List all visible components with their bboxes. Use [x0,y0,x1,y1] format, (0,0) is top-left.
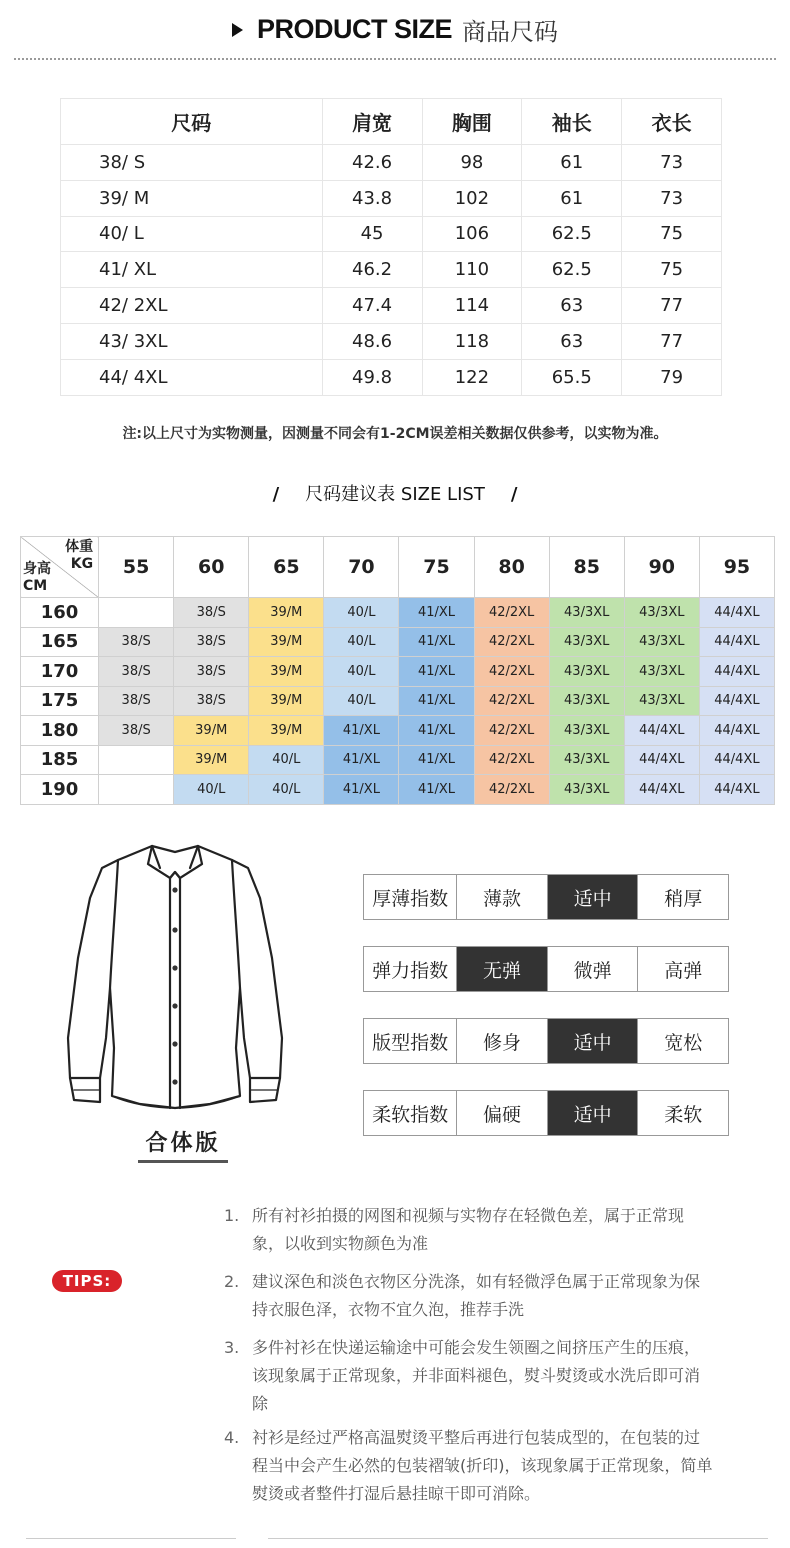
size-suggestion-cell: 42/2XL [474,775,549,805]
size-suggestion-cell: 43/3XL [549,598,624,628]
table-row [21,657,775,687]
size-table-cell: 77 [622,288,722,324]
index-label: 厚薄指数 [364,875,457,919]
size-suggestion-cell: 39/M [249,657,324,687]
size-table-header: 尺码 [61,99,323,145]
size-suggestion-cell: 42/2XL [474,745,549,775]
weight-header: 80 [474,537,549,598]
tip-number: 3. [224,1338,240,1357]
table-row [61,252,722,288]
index-option: 柔软 [664,1103,703,1126]
table-row [61,216,722,252]
tip-number: 2. [224,1272,240,1291]
table-row [21,598,775,628]
size-table-cell: 38/ S [61,145,323,181]
tip-text: 所有衬衫拍摄的网图和视频与实物存在轻微色差，属于正常现象，以收到实物颜色为准 [252,1206,685,1253]
table-corner [21,537,99,598]
height-cell: 190 [21,775,99,805]
size-suggestion-cell: 41/XL [324,745,399,775]
size-suggestion-cell: 41/XL [324,775,399,805]
fit-label: 合体版 [145,1131,221,1156]
size-table-cell: 43/ 3XL [61,323,323,359]
size-table-cell: 65.5 [522,359,622,395]
size-suggestion-cell: 42/2XL [474,716,549,746]
table-row [21,686,775,716]
size-suggestion-cell: 39/M [174,716,249,746]
fit-underline [138,1160,228,1163]
size-suggestion-cell: 38/S [174,657,249,687]
size-suggestion-cell: 43/3XL [549,775,624,805]
size-suggestion-cell: 43/3XL [549,686,624,716]
size-suggestion-cell: 43/3XL [549,657,624,687]
size-suggestion-cell: 44/4XL [699,716,774,746]
size-suggestion-cell: 42/2XL [474,627,549,657]
height-cell: 180 [21,716,99,746]
index-option: 适中 [548,1091,639,1135]
table-row [61,359,722,395]
header-title-zh: 商品尺码 [462,18,558,46]
tip-text: 多件衬衫在快递运输途中可能会发生领圈之间挤压产生的压痕，该现象属于正常现象，并非面料褪色，熨斗熨烫或水洗后即可消除 [252,1338,701,1413]
size-suggestion-cell: 41/XL [399,598,474,628]
index-option: 高弹 [664,959,703,982]
size-table-cell: 75 [622,252,722,288]
size-suggestion-cell: 44/4XL [699,775,774,805]
size-table-header: 衣长 [622,99,722,145]
index-option: 适中 [548,875,639,919]
index-option: 适中 [548,1019,639,1063]
tip-text: 衬衫是经过严格高温熨烫平整后再进行包装成型的，在包装的过程当中会产生必然的包装褶皱(折印)，该现象属于正常现象，简单熨烫或者整件打湿后悬挂晾干即可消除。 [252,1428,713,1503]
size-suggestion-cell: 42/2XL [474,657,549,687]
size-suggestion-cell: 43/3XL [624,627,699,657]
size-table-cell: 48.6 [322,323,422,359]
size-table-cell: 75 [622,216,722,252]
size-table-cell: 61 [522,180,622,216]
size-table [60,98,722,396]
size-table-cell: 45 [322,216,422,252]
size-suggestion-cell: 38/S [99,627,174,657]
size-suggestion-cell [99,775,174,805]
index-label: 弹力指数 [364,947,457,991]
size-suggestion-cell: 41/XL [399,657,474,687]
size-table-cell: 44/ 4XL [61,359,323,395]
index-option: 薄款 [457,875,548,919]
size-table-cell: 110 [422,252,522,288]
size-table-header: 胸围 [422,99,522,145]
tip-item [224,1334,714,1418]
weight-header: 55 [99,537,174,598]
size-suggestion-cell: 39/M [249,716,324,746]
size-suggestion-cell: 39/M [249,598,324,628]
size-table-cell: 39/ M [61,180,323,216]
tips-badge: TIPS: [52,1270,122,1292]
size-suggestion-cell: 44/4XL [624,775,699,805]
size-suggestion-cell: 41/XL [399,716,474,746]
size-table-cell: 47.4 [322,288,422,324]
size-table-cell: 43.8 [322,180,422,216]
size-suggestion-cell: 43/3XL [624,657,699,687]
weight-header: 60 [174,537,249,598]
size-suggestion-cell: 40/L [174,775,249,805]
size-table-cell: 73 [622,180,722,216]
size-suggestion-cell: 38/S [99,657,174,687]
weight-header: 65 [249,537,324,598]
size-suggestion-cell: 41/XL [324,716,399,746]
slash-right: / [510,484,518,505]
height-cell: 165 [21,627,99,657]
footer-divider-right [268,1538,768,1539]
size-table-cell: 61 [522,145,622,181]
size-suggestion-cell: 39/M [249,686,324,716]
table-row [61,288,722,324]
tip-item [224,1424,714,1508]
size-suggestion-cell: 40/L [324,657,399,687]
table-row [21,627,775,657]
size-table-cell: 63 [522,288,622,324]
size-table-header: 袖长 [522,99,622,145]
size-table-cell: 73 [622,145,722,181]
table-row [61,323,722,359]
index-option: 偏硬 [457,1091,548,1135]
size-suggestion-cell: 44/4XL [699,657,774,687]
size-suggestion-cell: 44/4XL [699,598,774,628]
size-suggestion-cell: 43/3XL [549,716,624,746]
corner-height-label: 身高 CM [23,561,51,594]
size-suggestion-cell: 38/S [174,598,249,628]
size-suggestion-cell: 44/4XL [699,627,774,657]
size-table-cell: 42.6 [322,145,422,181]
size-suggestion-cell: 41/XL [399,775,474,805]
slash-left: / [272,484,280,505]
size-table-cell: 42/ 2XL [61,288,323,324]
index-option: 无弹 [457,947,548,991]
index-label: 版型指数 [364,1019,457,1063]
tip-text: 建议深色和淡色衣物区分洗涤，如有轻微浮色属于正常现象为保持衣服色泽，衣物不宜久泡，推荐手洗 [252,1272,701,1319]
size-table-cell: 79 [622,359,722,395]
tip-number: 1. [224,1206,240,1225]
size-suggestion-cell: 44/4XL [624,716,699,746]
weight-header: 75 [399,537,474,598]
size-suggestion-cell: 44/4XL [699,745,774,775]
size-table-cell: 98 [422,145,522,181]
height-cell: 170 [21,657,99,687]
size-table-cell: 102 [422,180,522,216]
size-table-cell: 106 [422,216,522,252]
weight-header: 70 [324,537,399,598]
tip-item [224,1268,714,1324]
index-option: 微弹 [548,947,639,991]
table-row [21,745,775,775]
table-row [21,716,775,746]
size-list-table [20,536,775,805]
size-suggestion-cell: 43/3XL [624,686,699,716]
weight-header: 95 [699,537,774,598]
table-row [61,180,722,216]
section-header [0,12,790,52]
size-suggestion-cell: 44/4XL [624,745,699,775]
size-suggestion-cell: 40/L [249,745,324,775]
size-suggestion-cell [99,745,174,775]
size-suggestion-cell: 40/L [249,775,324,805]
index-row [363,1018,729,1064]
height-cell: 160 [21,598,99,628]
size-suggestion-cell: 38/S [99,686,174,716]
index-row [363,946,729,992]
size-table-cell: 46.2 [322,252,422,288]
size-table-cell: 114 [422,288,522,324]
footer-divider-left [26,1538,236,1539]
index-option: 修身 [457,1019,548,1063]
size-suggestion-cell: 41/XL [399,686,474,716]
size-list-title-text: 尺码建议表 SIZE LIST [305,484,485,505]
size-table-cell: 118 [422,323,522,359]
index-option: 稍厚 [664,887,703,910]
size-suggestion-cell: 38/S [99,716,174,746]
index-label: 柔软指数 [364,1091,457,1135]
size-suggestion-cell: 42/2XL [474,686,549,716]
size-suggestion-cell: 39/M [249,627,324,657]
size-table-cell: 49.8 [322,359,422,395]
index-option: 宽松 [664,1031,703,1054]
size-suggestion-cell: 43/3XL [549,627,624,657]
table-row [61,145,722,181]
triangle-icon [232,23,243,37]
size-table-cell: 62.5 [522,216,622,252]
size-table-cell: 62.5 [522,252,622,288]
corner-weight-label: 体重 KG [65,539,94,572]
size-suggestion-cell: 38/S [174,627,249,657]
size-suggestion-cell: 44/4XL [699,686,774,716]
size-suggestion-cell: 39/M [174,745,249,775]
height-cell: 185 [21,745,99,775]
weight-header: 85 [549,537,624,598]
size-table-cell: 63 [522,323,622,359]
weight-header: 90 [624,537,699,598]
size-suggestion-cell: 40/L [324,627,399,657]
size-suggestion-cell: 41/XL [399,627,474,657]
dotted-divider [14,58,776,60]
size-suggestion-cell: 42/2XL [474,598,549,628]
size-table-cell: 77 [622,323,722,359]
height-cell: 175 [21,686,99,716]
size-table-cell: 122 [422,359,522,395]
size-table-cell: 41/ XL [61,252,323,288]
size-table-header: 肩宽 [322,99,422,145]
shirt-icon [60,838,290,1128]
size-suggestion-cell: 38/S [174,686,249,716]
size-table-cell: 40/ L [61,216,323,252]
index-row [363,874,729,920]
size-suggestion-cell: 43/3XL [549,745,624,775]
size-list-title [0,480,790,506]
table-row [21,775,775,805]
index-row [363,1090,729,1136]
size-suggestion-cell: 41/XL [399,745,474,775]
header-title-en: PRODUCT SIZE [256,14,452,44]
tip-number: 4. [224,1428,240,1447]
size-suggestion-cell: 43/3XL [624,598,699,628]
tip-item [224,1202,714,1258]
size-suggestion-cell: 40/L [324,598,399,628]
size-suggestion-cell: 40/L [324,686,399,716]
size-suggestion-cell [99,598,174,628]
size-note: 注:以上尺寸为实物测量，因测量不同会有1-2CM误差相关数据仅供参考，以实物为准。 [122,426,668,442]
